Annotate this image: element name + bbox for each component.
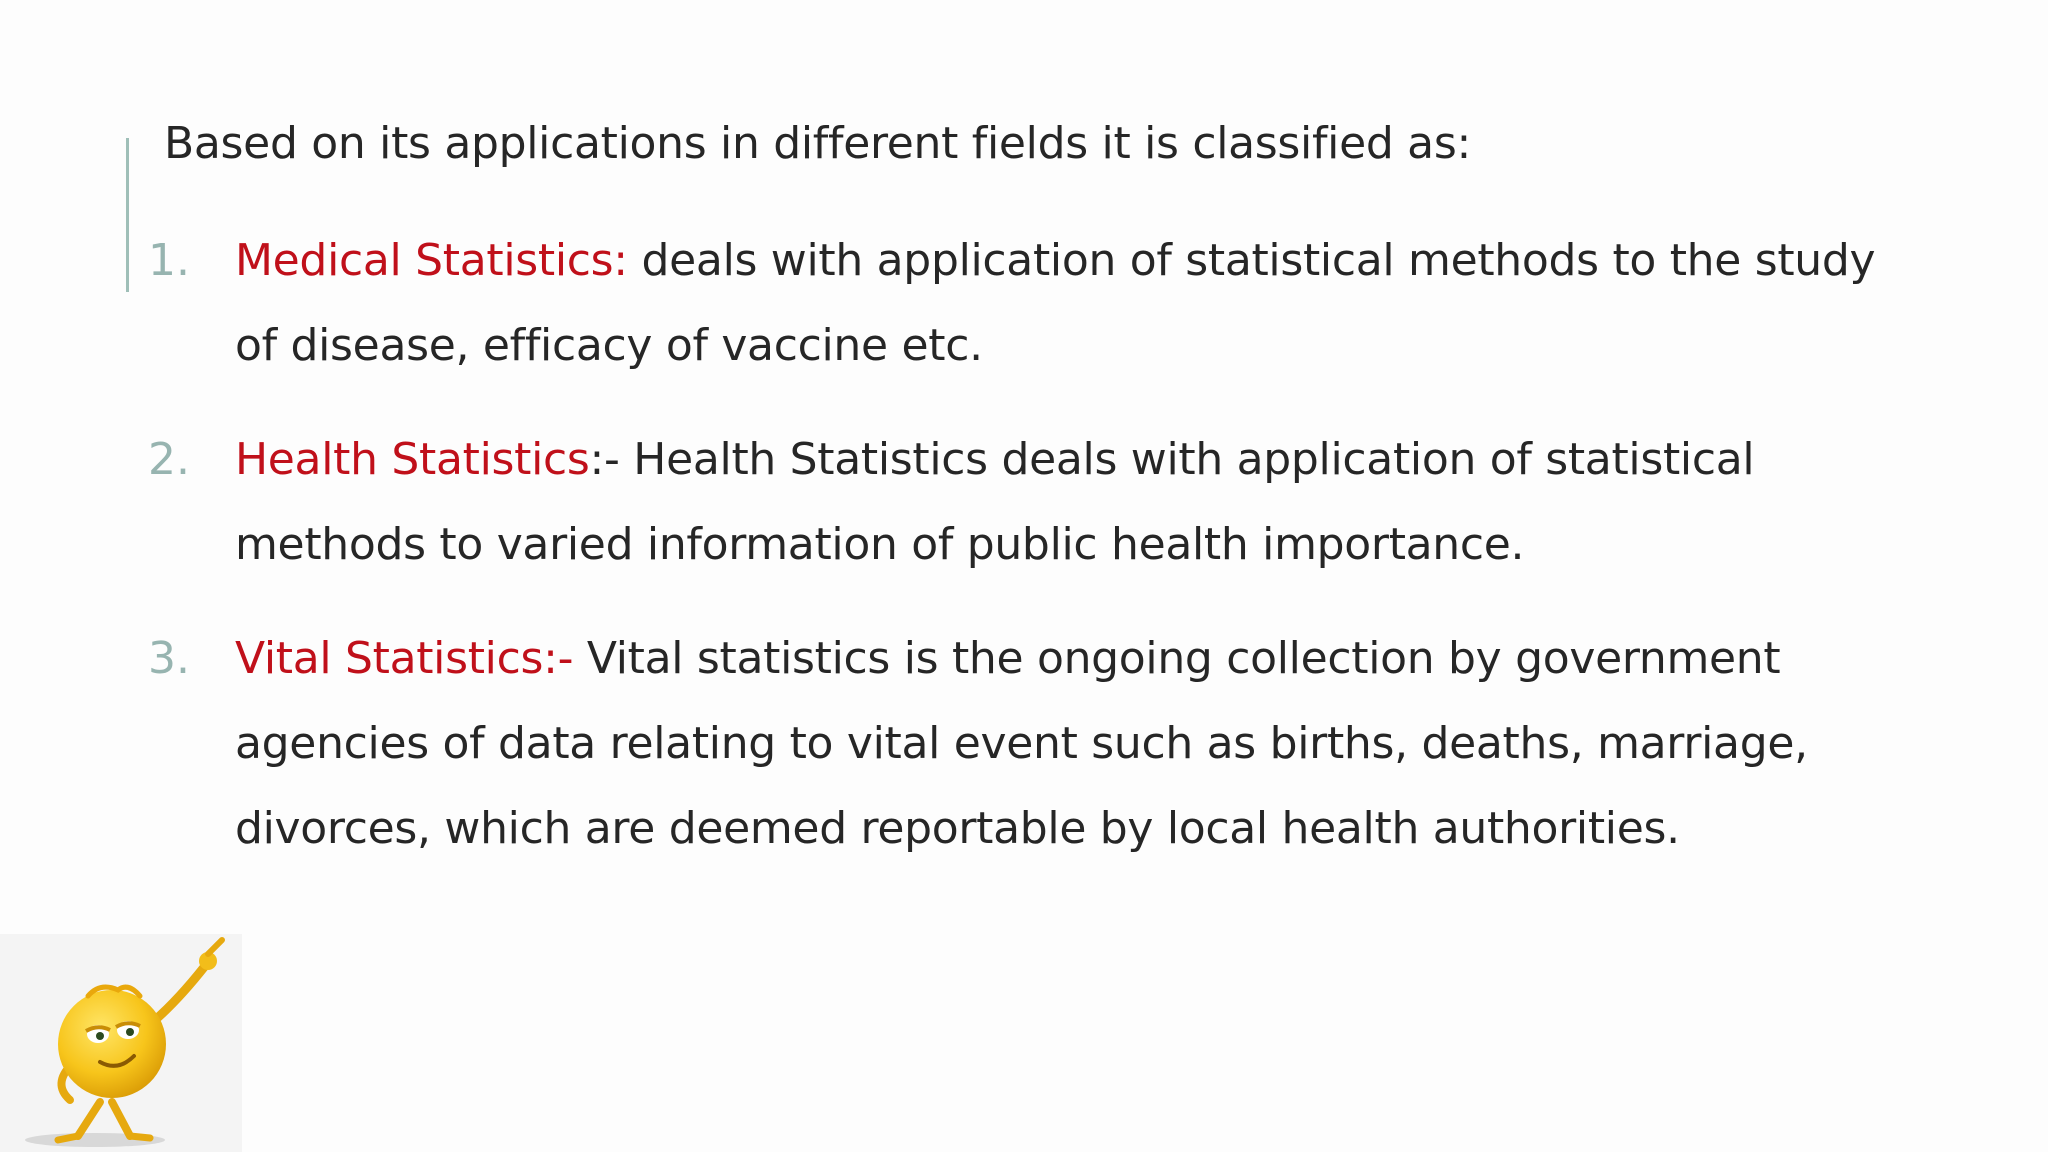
pointing-emoji-icon	[0, 934, 242, 1152]
item-number: 1.	[148, 235, 190, 286]
item-description: deals with application of statistical methods to the study of disease, efficacy of vaccine etc.	[235, 235, 1876, 371]
item-number: 2.	[148, 434, 190, 485]
item-description: Vital statistics is the ongoing collection by government agencies of data relating to vital event such as births, deaths, marriage, divorces, which are deemed reportable by local health authorities.	[235, 633, 1808, 854]
item-description: :- Health Statistics deals with application of statistical methods to varied information of public health importance.	[235, 434, 1755, 570]
item-term: Medical Statistics:	[235, 235, 628, 286]
item-number: 3.	[148, 633, 190, 684]
item-term: Vital Statistics:-	[235, 633, 574, 684]
item-term: Health Statistics	[235, 434, 590, 485]
intro-text: Based on its applications in different fields it is classified as:	[164, 118, 1471, 169]
item-text	[235, 417, 1925, 587]
accent-bar	[126, 138, 129, 292]
item-text	[235, 616, 1925, 871]
item-text	[235, 218, 1925, 388]
